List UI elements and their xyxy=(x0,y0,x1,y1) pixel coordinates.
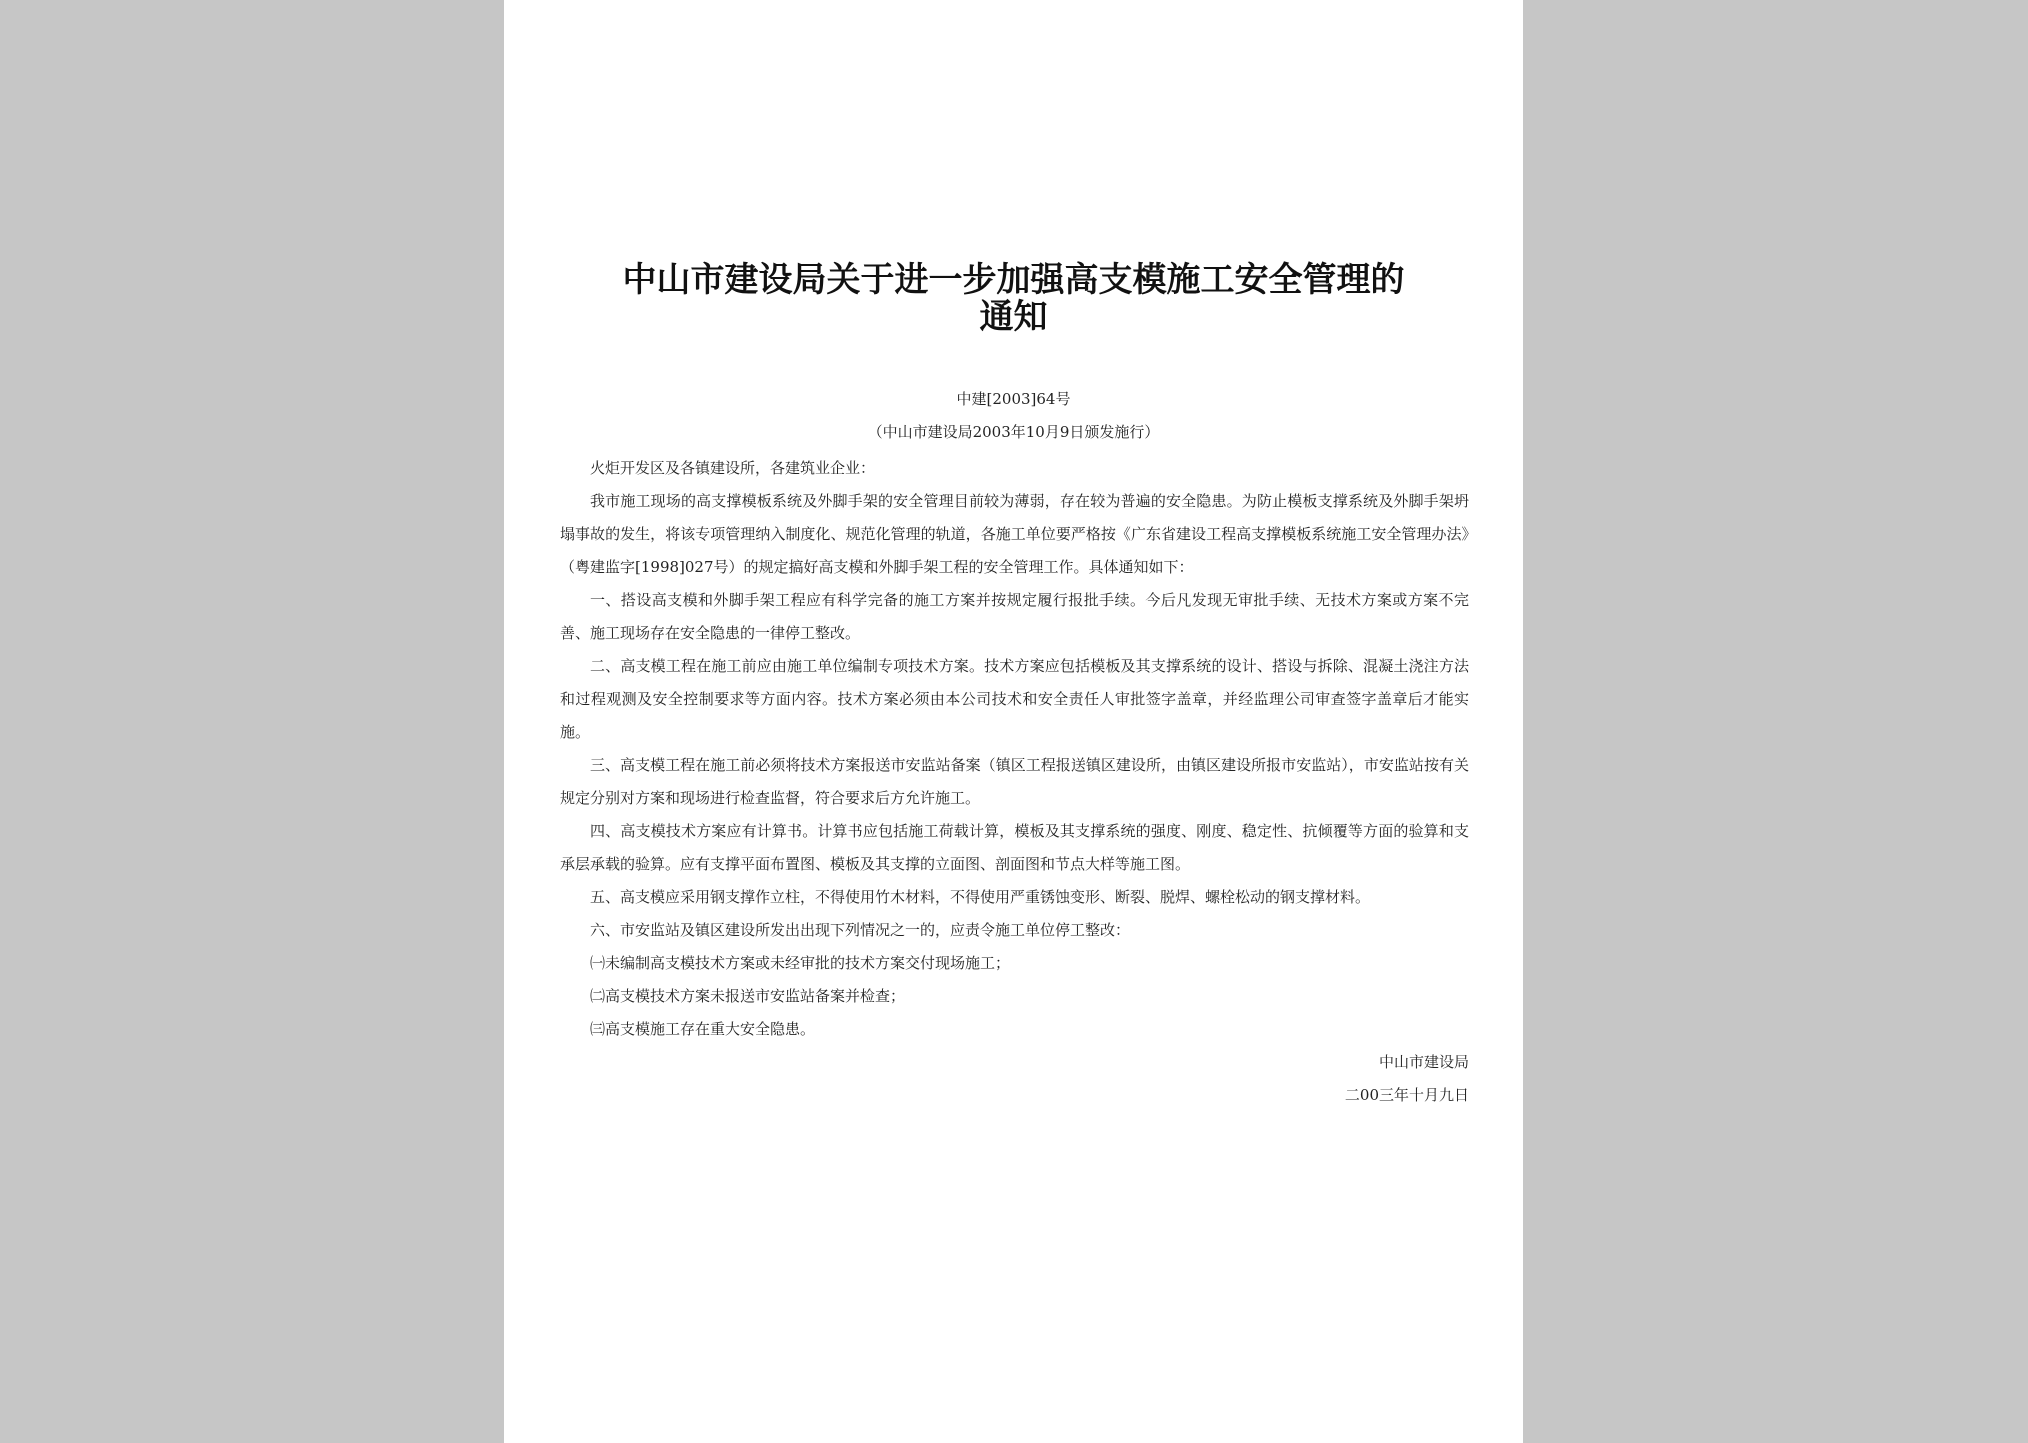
paragraph-intro: 我市施工现场的高支撑模板系统及外脚手架的安全管理目前较为薄弱，存在较为普遍的安全隐患。为防止模板支撑系统及外脚手架坍塌事故的发生，将该专项管理纳入制度化、规范化管理的轨道，各施工单位要严格按《广东省建设工程高支撑模板系统施工安全管理办法》（粤建监字[1998]027号）的规定搞好高支模和外脚手架工程的安全管理工作。具体通知如下： xyxy=(560,492,1469,576)
sub-item-3: ㈢高支模施工存在重大安全隐患。 xyxy=(590,1020,816,1038)
paragraph-item-1: 一、搭设高支模和外脚手架工程应有科学完备的施工方案并按规定履行报批手续。今后凡发现无审批手续、无技术方案或方案不完善、施工现场存在安全隐患的一律停工整改。 xyxy=(560,591,1469,642)
salutation: 火炬开发区及各镇建设所，各建筑业企业： xyxy=(590,459,876,477)
sub-item-1: ㈠未编制高支模技术方案或未经审批的技术方案交付现场施工； xyxy=(590,954,1011,972)
document-body xyxy=(560,452,1469,1112)
sub-item-2: ㈡高支模技术方案未报送市安监站备案并检查； xyxy=(590,987,906,1005)
page-title xyxy=(544,262,1483,336)
paragraph-item-4: 四、高支模技术方案应有计算书。计算书应包括施工荷载计算，模板及其支撑系统的强度、刚度、稳定性、抗倾覆等方面的验算和支承层承载的验算。应有支撑平面布置图、模板及其支撑的立面图、剖面图和节点大样等施工图。 xyxy=(560,822,1469,873)
title-line-2: 通知 xyxy=(979,297,1048,337)
paragraph-item-2: 二、高支模工程在施工前应由施工单位编制专项技术方案。技术方案应包括模板及其支撑系统的设计、搭设与拆除、混凝土浇注方法和过程观测及安全控制要求等方面内容。技术方案必须由本公司技术和安全责任人审批签字盖章，并经监理公司审查签字盖章后才能实施。 xyxy=(560,657,1469,741)
paragraph-item-5: 五、高支模应采用钢支撑作立柱，不得使用竹木材料，不得使用严重锈蚀变形、断裂、脱焊、螺栓松动的钢支撑材料。 xyxy=(590,888,1371,906)
paragraph-item-3: 三、高支模工程在施工前必须将技术方案报送市安监站备案（镇区工程报送镇区建设所，由镇区建设所报市安监站），市安监站按有关规定分别对方案和现场进行检查监督，符合要求后方允许施工。 xyxy=(560,756,1469,807)
document-page xyxy=(504,0,1523,1443)
title-line-1: 中山市建设局关于进一步加强高支模施工安全管理的 xyxy=(622,260,1405,300)
document-number: 中建[2003]64号 xyxy=(956,390,1071,408)
document-date: 二00三年十月九日 xyxy=(1344,1086,1469,1104)
issue-note: （中山市建设局2003年10月9日颁发施行） xyxy=(867,423,1160,441)
signatory: 中山市建设局 xyxy=(1378,1053,1469,1071)
paragraph-item-6: 六、市安监站及镇区建设所发出出现下列情况之一的，应责令施工单位停工整改： xyxy=(590,921,1131,939)
